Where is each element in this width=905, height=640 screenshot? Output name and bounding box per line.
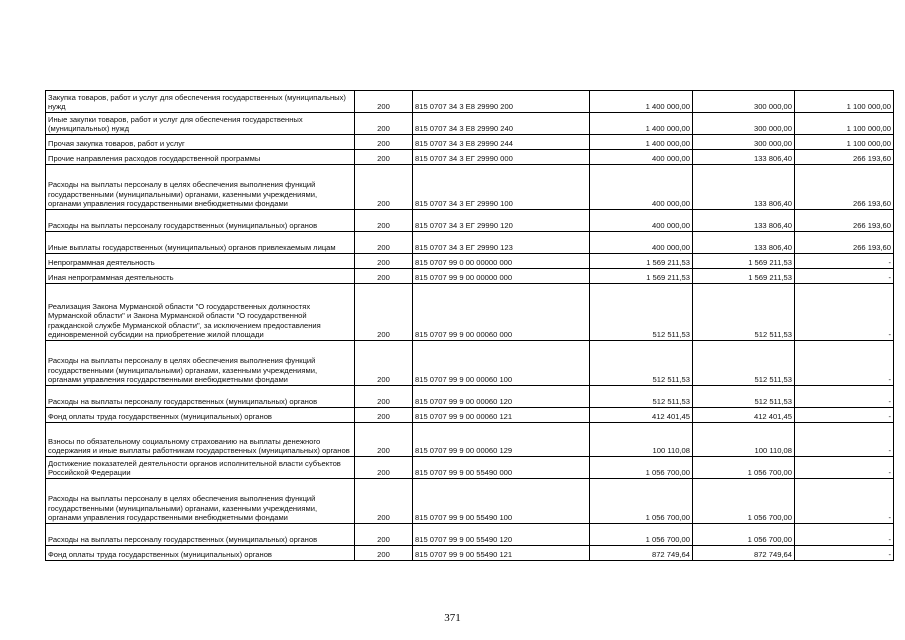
row-name-cell: Иная непрограммная деятельность — [46, 269, 355, 284]
row-value-3-cell: - — [795, 341, 894, 386]
row-kbk-cell: 815 0707 34 3 E8 29990 200 — [413, 91, 590, 113]
row-value-2-cell: 300 000,00 — [693, 135, 795, 150]
row-value-3-cell: - — [795, 269, 894, 284]
row-value-2-cell: 100 110,08 — [693, 423, 795, 457]
row-code-cell: 200 — [355, 91, 413, 113]
row-kbk-cell: 815 0707 99 9 00 55490 120 — [413, 524, 590, 546]
row-kbk-cell: 815 0707 34 3 E8 29990 240 — [413, 113, 590, 135]
row-code-cell: 200 — [355, 165, 413, 210]
row-value-1-cell: 1 400 000,00 — [590, 135, 693, 150]
row-value-1-cell: 1 056 700,00 — [590, 524, 693, 546]
row-value-2-cell: 1 569 211,53 — [693, 269, 795, 284]
table-row — [46, 269, 894, 284]
row-name-cell: Прочие направления расходов государственной программы — [46, 150, 355, 165]
row-name-cell: Фонд оплаты труда государственных (муниципальных) органов — [46, 408, 355, 423]
row-value-1-cell: 872 749,64 — [590, 546, 693, 561]
row-value-3-cell: - — [795, 423, 894, 457]
table-row — [46, 210, 894, 232]
row-value-2-cell: 1 056 700,00 — [693, 479, 795, 524]
row-code-cell: 200 — [355, 113, 413, 135]
row-kbk-cell: 815 0707 99 9 00 55490 100 — [413, 479, 590, 524]
row-value-1-cell: 1 400 000,00 — [590, 113, 693, 135]
row-value-3-cell: - — [795, 254, 894, 269]
row-value-3-cell: 266 193,60 — [795, 210, 894, 232]
table-row — [46, 423, 894, 457]
row-code-cell: 200 — [355, 232, 413, 254]
row-kbk-cell: 815 0707 99 9 00 00060 121 — [413, 408, 590, 423]
row-value-3-cell: 266 193,60 — [795, 165, 894, 210]
row-value-2-cell: 872 749,64 — [693, 546, 795, 561]
row-name-cell: Реализация Закона Мурманской области "О государственных должностях Мурманской области" и Закона Мурманской области "О государственной гражданской службе Мурманской области", за исключением предоставления единовременной субсидии на приобретение жилой площади — [46, 284, 355, 341]
row-name-cell: Закупка товаров, работ и услуг для обеспечения государственных (муниципальных) нужд — [46, 91, 355, 113]
table-row — [46, 341, 894, 386]
row-kbk-cell: 815 0707 99 9 00 00060 100 — [413, 341, 590, 386]
row-value-3-cell: - — [795, 386, 894, 408]
row-value-3-cell: 1 100 000,00 — [795, 135, 894, 150]
row-kbk-cell: 815 0707 99 0 00 00000 000 — [413, 254, 590, 269]
row-value-2-cell: 1 056 700,00 — [693, 457, 795, 479]
row-code-cell: 200 — [355, 408, 413, 423]
row-value-2-cell: 412 401,45 — [693, 408, 795, 423]
table-row — [46, 165, 894, 210]
row-value-1-cell: 1 569 211,53 — [590, 254, 693, 269]
row-kbk-cell: 815 0707 34 3 E8 29990 244 — [413, 135, 590, 150]
table-row — [46, 135, 894, 150]
row-kbk-cell: 815 0707 99 9 00 55490 121 — [413, 546, 590, 561]
row-code-cell: 200 — [355, 150, 413, 165]
table-row — [46, 386, 894, 408]
row-name-cell: Расходы на выплаты персоналу в целях обеспечения выполнения функций государственными (муниципальными) органами, казенными учреждениями, органами управления государственными внебюджетными фондами — [46, 165, 355, 210]
row-value-1-cell: 1 056 700,00 — [590, 457, 693, 479]
row-kbk-cell: 815 0707 99 9 00 00060 129 — [413, 423, 590, 457]
row-kbk-cell: 815 0707 34 3 ЕГ 29990 123 — [413, 232, 590, 254]
row-name-cell: Иные закупки товаров, работ и услуг для обеспечения государственных (муниципальных) нужд — [46, 113, 355, 135]
row-value-2-cell: 133 806,40 — [693, 150, 795, 165]
row-kbk-cell: 815 0707 34 3 ЕГ 29990 100 — [413, 165, 590, 210]
row-value-2-cell: 1 569 211,53 — [693, 254, 795, 269]
row-value-1-cell: 512 511,53 — [590, 341, 693, 386]
row-code-cell: 200 — [355, 341, 413, 386]
row-name-cell: Достижение показателей деятельности органов исполнительной власти субъектов Российской Федерации — [46, 457, 355, 479]
row-kbk-cell: 815 0707 99 9 00 00000 000 — [413, 269, 590, 284]
budget-table-body — [46, 91, 894, 561]
row-name-cell: Фонд оплаты труда государственных (муниципальных) органов — [46, 546, 355, 561]
row-value-3-cell: - — [795, 408, 894, 423]
row-name-cell: Расходы на выплаты персоналу в целях обеспечения выполнения функций государственными (муниципальными) органами, казенными учреждениями, органами управления государственными внебюджетными фондами — [46, 479, 355, 524]
table-row — [46, 408, 894, 423]
row-code-cell: 200 — [355, 423, 413, 457]
row-value-1-cell: 1 400 000,00 — [590, 91, 693, 113]
table-row — [46, 150, 894, 165]
row-code-cell: 200 — [355, 457, 413, 479]
row-value-1-cell: 512 511,53 — [590, 284, 693, 341]
row-name-cell: Иные выплаты государственных (муниципальных) органов привлекаемым лицам — [46, 232, 355, 254]
row-value-1-cell: 400 000,00 — [590, 232, 693, 254]
row-value-2-cell: 133 806,40 — [693, 232, 795, 254]
row-code-cell: 200 — [355, 210, 413, 232]
row-value-1-cell: 512 511,53 — [590, 386, 693, 408]
row-value-3-cell: 1 100 000,00 — [795, 113, 894, 135]
row-value-3-cell: - — [795, 457, 894, 479]
row-code-cell: 200 — [355, 284, 413, 341]
row-kbk-cell: 815 0707 99 9 00 00060 120 — [413, 386, 590, 408]
row-value-1-cell: 412 401,45 — [590, 408, 693, 423]
row-name-cell: Прочая закупка товаров, работ и услуг — [46, 135, 355, 150]
table-row — [46, 457, 894, 479]
table-row — [46, 254, 894, 269]
row-name-cell: Расходы на выплаты персоналу государственных (муниципальных) органов — [46, 386, 355, 408]
table-row — [46, 113, 894, 135]
row-value-2-cell: 133 806,40 — [693, 210, 795, 232]
row-value-3-cell: 266 193,60 — [795, 232, 894, 254]
page-number: 371 — [444, 612, 461, 624]
table-row — [46, 91, 894, 113]
row-name-cell: Расходы на выплаты персоналу в целях обеспечения выполнения функций государственными (муниципальными) органами, казенными учреждениями, органами управления государственными внебюджетными фондами — [46, 341, 355, 386]
row-kbk-cell: 815 0707 34 3 ЕГ 29990 000 — [413, 150, 590, 165]
row-kbk-cell: 815 0707 34 3 ЕГ 29990 120 — [413, 210, 590, 232]
table-row — [46, 479, 894, 524]
row-kbk-cell: 815 0707 99 9 00 00060 000 — [413, 284, 590, 341]
table-row — [46, 546, 894, 561]
row-kbk-cell: 815 0707 99 9 00 55490 000 — [413, 457, 590, 479]
row-value-1-cell: 400 000,00 — [590, 210, 693, 232]
row-value-3-cell: - — [795, 284, 894, 341]
row-name-cell: Расходы на выплаты персоналу государственных (муниципальных) органов — [46, 210, 355, 232]
row-value-1-cell: 400 000,00 — [590, 150, 693, 165]
row-value-3-cell: - — [795, 479, 894, 524]
table-row — [46, 284, 894, 341]
row-code-cell: 200 — [355, 479, 413, 524]
row-value-2-cell: 300 000,00 — [693, 113, 795, 135]
row-value-3-cell: 1 100 000,00 — [795, 91, 894, 113]
budget-table — [45, 90, 894, 561]
row-value-1-cell: 1 056 700,00 — [590, 479, 693, 524]
row-value-2-cell: 512 511,53 — [693, 386, 795, 408]
row-value-2-cell: 300 000,00 — [693, 91, 795, 113]
table-row — [46, 232, 894, 254]
row-code-cell: 200 — [355, 269, 413, 284]
row-value-1-cell: 1 569 211,53 — [590, 269, 693, 284]
row-value-2-cell: 512 511,53 — [693, 341, 795, 386]
row-name-cell: Взносы по обязательному социальному страхованию на выплаты денежного содержания и иные выплаты работникам государственных (муниципальных) органов — [46, 423, 355, 457]
row-value-1-cell: 400 000,00 — [590, 165, 693, 210]
row-value-2-cell: 133 806,40 — [693, 165, 795, 210]
row-code-cell: 200 — [355, 254, 413, 269]
row-name-cell: Непрограммная деятельность — [46, 254, 355, 269]
row-value-3-cell: - — [795, 524, 894, 546]
row-code-cell: 200 — [355, 135, 413, 150]
row-value-1-cell: 100 110,08 — [590, 423, 693, 457]
row-code-cell: 200 — [355, 386, 413, 408]
row-value-3-cell: 266 193,60 — [795, 150, 894, 165]
row-value-3-cell: - — [795, 546, 894, 561]
row-value-2-cell: 1 056 700,00 — [693, 524, 795, 546]
row-code-cell: 200 — [355, 524, 413, 546]
row-value-2-cell: 512 511,53 — [693, 284, 795, 341]
table-row — [46, 524, 894, 546]
row-name-cell: Расходы на выплаты персоналу государственных (муниципальных) органов — [46, 524, 355, 546]
budget-sheet — [45, 90, 891, 561]
row-code-cell: 200 — [355, 546, 413, 561]
